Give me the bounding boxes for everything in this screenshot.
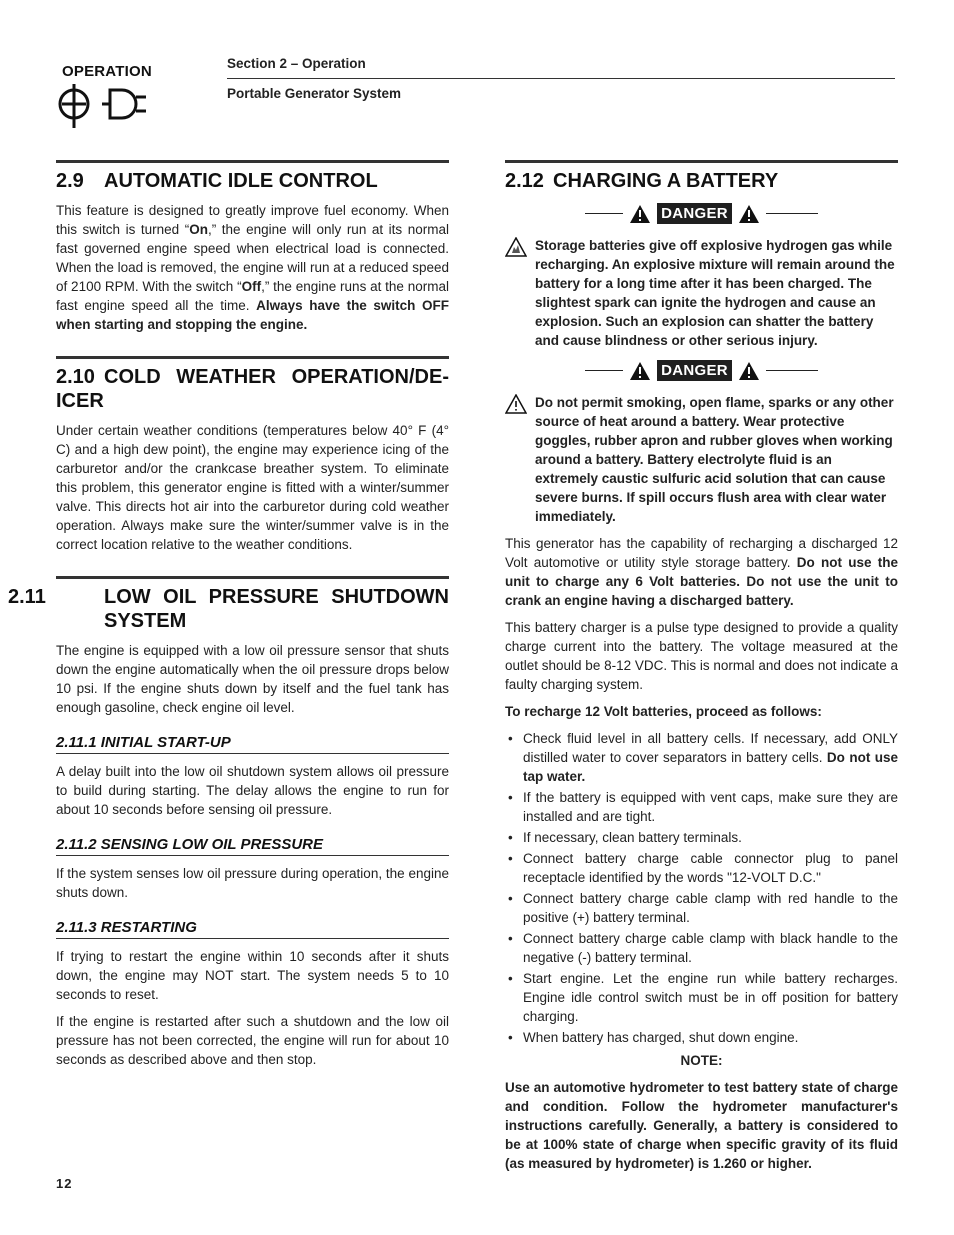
page-number: 12 [56, 1176, 73, 1191]
paragraph-restarting-2: If the engine is restarted after such a shutdown and the low oil pressure has not been corrected, the engine will run for about 10 seconds as described above and then stop. [56, 1014, 449, 1067]
heading-2-11-3: 2.11.3 RESTARTING [56, 918, 449, 939]
list-item: • Connect battery charge cable clamp with black handle to the negative (-) battery terminal. [505, 929, 898, 967]
paragraph-initial-startup: A delay built into the low oil shutdown system allows oil pressure to build during starting. The delay allows the engine to run for about 10 seconds before sensing oil pressure. [56, 764, 449, 817]
section-subtitle: Portable Generator System [227, 86, 402, 101]
danger-warning-explosion: Storage batteries give off explosive hydrogen gas while recharging. An explosive mixture will remain around the battery for a long time after it has been charged. The slightest spark can ignite the hydrogen and cause an explosion. Such an explosion can shatter the battery and cause blindness or other serious injury. [505, 236, 898, 350]
operation-tag: OPERATION [62, 63, 152, 80]
warning-triangle-icon [629, 361, 651, 381]
paragraph-cold-weather: Under certain weather conditions (temperatures below 40° F (4° C) and a high dew point), the engine may experience icing of the carburetor and/or the crankcase breather system. To eliminate this problem, this generator engine is fitted with a winter/summer valve. This directs hot air into the carburetor during cold weather operation. Always make sure the winter/summer valve is in the correct location relative to the weather conditions. [56, 423, 449, 552]
section-title: Section 2 – Operation [227, 56, 366, 71]
list-item: • Check fluid level in all battery cells. If necessary, add ONLY distilled water to cover separators in battery cells. Do not use tap water. [505, 729, 898, 786]
heading-2-9: 2.9 AUTOMATIC IDLE CONTROL [56, 160, 449, 193]
list-item: • Connect battery charge cable connector plug to panel receptacle identified by the words "12-VOLT D.C." [505, 849, 898, 887]
danger-label: DANGER [657, 203, 732, 224]
paragraph-pulse-charger: This battery charger is a pulse type designed to provide a quality charge current into the battery. The voltage measured at the outlet should be 8-12 VDC. This is normal and does not indicate a faulty charging system. [505, 620, 898, 692]
danger-banner [505, 360, 898, 381]
warning-triangle-icon [738, 204, 760, 224]
recharge-steps-list [505, 729, 898, 1047]
list-item: • When battery has charged, shut down engine. [505, 1028, 898, 1047]
heading-2-11: 2.11 LOW OIL PRESSURE SHUTDOWN SYSTEM [56, 576, 449, 633]
note-text: Use an automotive hydrometer to test battery state of charge and condition. Follow the hydrometer manufacturer's instructions carefully. Generally, a battery is considered to be at 100% state of charge when specific gravity of its fluid (as measured by hydrometer) is 1.260 or higher. [505, 1080, 898, 1171]
paragraph-idle-control: This feature is designed to greatly improve fuel economy. When this switch is turned “On,” the engine will only run at its normal fast governed engine speed when electrical load is connected. When the load is removed, the engine will run at a reduced speed of 2100 RPM. With the switch “Off,” the engine runs at the normal fast engine speed all the time. Always have the switch OFF when starting and stopping the engine. [56, 203, 450, 332]
explosion-hazard-icon [505, 237, 527, 257]
operation-plug-icon [58, 80, 150, 130]
caution-triangle-icon [505, 394, 527, 414]
header-divider [227, 78, 895, 79]
paragraph-sensing: If the system senses low oil pressure during operation, the engine shuts down. [56, 866, 449, 900]
note-label: NOTE: [680, 1053, 723, 1068]
paragraph-restarting-1: If trying to restart the engine within 10 seconds after it shuts down, the engine may NOT start. The system needs 5 to 10 seconds to reset. [56, 949, 449, 1002]
list-item: • Connect battery charge cable clamp with red handle to the positive (+) battery terminal. [505, 889, 898, 927]
heading-2-10: 2.10 COLD WEATHER OPERATION/DE-ICER [56, 356, 449, 413]
danger-banner [505, 203, 898, 224]
paragraph-charging-capability: This generator has the capability of recharging a discharged 12 Volt automotive or utility style storage battery. Do not use the unit to charge any 6 Volt batteries. Do not use the unit to crank an engine having a discharged battery. [505, 536, 898, 608]
danger-label: DANGER [657, 360, 732, 381]
list-item: • If the battery is equipped with vent caps, make sure they are installed and are tight. [505, 788, 898, 826]
heading-2-11-1: 2.11.1 INITIAL START-UP [56, 733, 449, 754]
heading-2-11-2: 2.11.2 SENSING LOW OIL PRESSURE [56, 835, 449, 856]
heading-2-12: 2.12 CHARGING A BATTERY [505, 160, 898, 193]
danger-warning-smoking: Do not permit smoking, open flame, sparks or any other source of heat around a battery. Wear protective goggles, rubber apron and rubber gloves when working around a battery. Battery electrolyte fluid is an extremely caustic sulfuric acid solution that can cause severe burns. If spill occurs flush area with clear water immediately. [505, 393, 898, 526]
right-column [505, 160, 898, 1181]
warning-triangle-icon [738, 361, 760, 381]
warning-triangle-icon [629, 204, 651, 224]
left-column [8, 160, 450, 1077]
paragraph-low-oil: The engine is equipped with a low oil pressure sensor that shuts down the engine automatically when the oil pressure drops below 10 psi. If the engine shuts down by itself and the fuel tank has enough gasoline, check engine oil level. [56, 643, 449, 715]
steps-title: To recharge 12 Volt batteries, proceed as follows: [505, 704, 822, 719]
list-item: • If necessary, clean battery terminals. [505, 828, 898, 847]
list-item: • Start engine. Let the engine run while battery recharges. Engine idle control switch must be in off position for battery charging. [505, 969, 898, 1026]
